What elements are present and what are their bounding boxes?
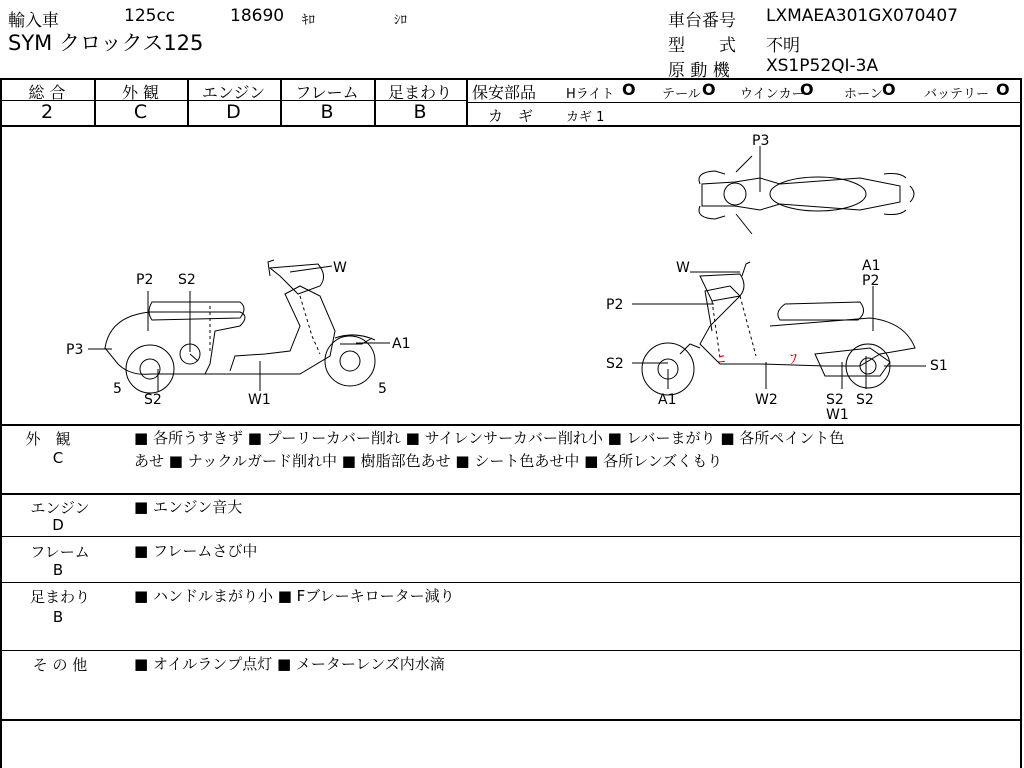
section-other-label: そ の 他	[32, 656, 88, 674]
engine-grade: D	[226, 101, 241, 123]
safety-battery-mark: O	[996, 80, 1010, 99]
displacement: 125cc	[124, 6, 176, 26]
section-suspension-grade: B	[52, 608, 64, 626]
label-left-p3: P3	[66, 342, 84, 358]
scooter-right-view	[632, 262, 926, 395]
label-left-s2b: S2	[144, 392, 162, 408]
mileage-unit: ｷﾛ	[302, 13, 315, 28]
type-value: 不明	[766, 36, 800, 56]
safety-label: 保安部品	[472, 83, 537, 102]
safety-battery: バッテリー	[924, 87, 990, 102]
safety-winker: ウインカー	[740, 87, 805, 102]
suspension-grade-label: 足まわり	[387, 83, 452, 102]
label-right-s2c: S2	[856, 392, 874, 408]
damage-mark-1: ﾆ	[718, 352, 725, 368]
exterior-grade: C	[133, 101, 148, 123]
label-right-s2: S2	[606, 356, 624, 372]
overall-grade: 2	[40, 101, 54, 123]
body-color: ｼﾛ	[394, 13, 407, 28]
label-left-w: W	[333, 260, 347, 276]
chassis-label: 車台番号	[668, 11, 736, 31]
section-frame-grade: B	[52, 561, 64, 579]
safety-horn: ホーン	[844, 87, 883, 102]
mileage: 18690	[230, 6, 285, 26]
label-left-5b: 5	[378, 381, 387, 397]
type-label: 型 式	[668, 36, 736, 56]
section-engine-text: ■ エンジン音大	[134, 498, 243, 516]
label-left-s2: S2	[178, 272, 196, 288]
safety-headlight-mark: O	[622, 80, 636, 99]
label-right-w2: W2	[755, 392, 778, 408]
exterior-label: 外 観	[121, 83, 160, 102]
section-other-text: ■ オイルランプ点灯 ■ メーターレンズ内水滴	[134, 655, 445, 673]
label-right-s2b: S2	[826, 392, 844, 408]
label-left-p2: P2	[136, 272, 154, 288]
section-exterior-line2: あせ ■ ナックルガード削れ中 ■ 樹脂部色あせ ■ シート色あせ中 ■ 各所レンズくもり	[134, 452, 723, 470]
overall-label: 総 合	[28, 83, 66, 102]
label-left-a1: A1	[392, 336, 411, 352]
label-right-w: W	[676, 260, 690, 276]
suspension-grade: B	[413, 101, 427, 123]
section-exterior-label: 外 観	[25, 430, 71, 448]
label-right-a1b: A1	[658, 392, 677, 408]
section-suspension-label: 足まわり	[29, 588, 90, 606]
label-right-w1: W1	[826, 407, 849, 423]
damage-diagram	[0, 126, 1022, 424]
label-left-w1: W1	[248, 392, 271, 408]
maker-model: SYM クロックス125	[8, 31, 204, 55]
engine-grade-label: エンジン	[201, 83, 266, 102]
label-right-a1: A1	[862, 258, 881, 274]
frame-grade-label: フレーム	[295, 83, 359, 102]
label-top-p3: P3	[752, 133, 770, 149]
damage-mark-2: ﾌ	[790, 352, 797, 368]
key-value: カギ 1	[566, 110, 605, 125]
section-frame-text: ■ フレームさび中	[134, 542, 258, 560]
label-right-p2: P2	[862, 273, 880, 289]
chassis-value: LXMAEA301GX070407	[766, 6, 958, 26]
import-type: 輸入車	[8, 11, 59, 31]
safety-tail: テール	[662, 87, 701, 102]
key-label: カ ギ	[488, 107, 534, 125]
section-engine-label: エンジン	[30, 499, 90, 517]
label-right-s1: S1	[930, 358, 948, 374]
section-suspension-text: ■ ハンドルまがり小 ■ Fブレーキローター減り	[134, 587, 455, 605]
section-exterior-line1: ■ 各所うすきず ■ プーリーカバー削れ ■ サイレンサーカバー削れ小 ■ レバーまがり ■ 各所ペイント色	[134, 429, 845, 447]
engine-label: 原 動 機	[668, 61, 730, 81]
safety-headlight: Hライト	[566, 87, 615, 102]
frame-grade: B	[320, 101, 334, 123]
label-left-5a: 5	[113, 381, 122, 397]
label-right-p2b: P2	[606, 297, 624, 313]
safety-winker-mark: O	[800, 80, 814, 99]
section-exterior-grade: C	[52, 449, 64, 467]
safety-horn-mark: O	[882, 80, 896, 99]
engine-value: XS1P52QI-3A	[766, 56, 879, 76]
safety-tail-mark: O	[702, 80, 716, 99]
section-engine-grade: D	[52, 516, 64, 534]
scooter-left-view	[88, 260, 390, 393]
section-frame-label: フレーム	[30, 543, 90, 561]
scooter-top-view	[699, 146, 914, 234]
